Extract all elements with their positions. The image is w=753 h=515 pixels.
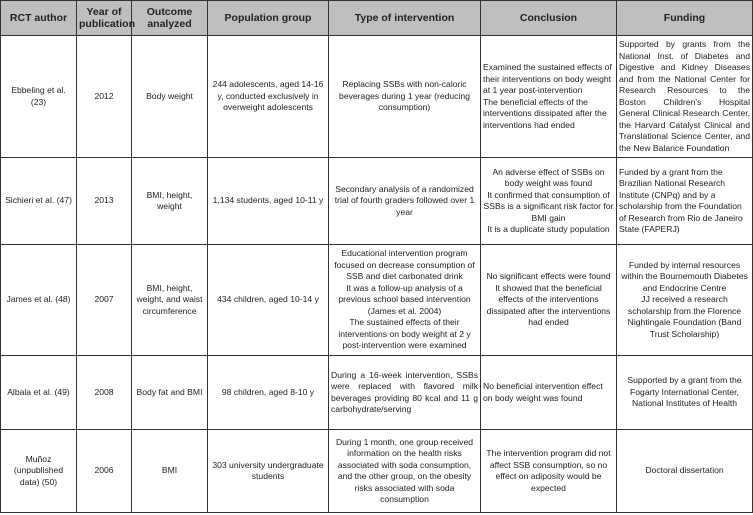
cell-funding: Funded by a grant from the Brazilian National Research Institute (CNPq) and by a scholarship from the Foundation of Research from Rio de Janeiro State (FAPERJ)	[617, 158, 753, 245]
cell-intervention: Secondary analysis of a randomized trial of fourth graders followed over 1 year	[329, 158, 481, 245]
header-rct-author: RCT author	[1, 1, 77, 36]
cell-population: 244 adolescents, aged 14-16 y, conducted exclusively in overweight adolescents	[208, 36, 329, 158]
cell-outcome: BMI	[132, 430, 208, 513]
funding-line: JJ received a research scholarship from the Florence Nightingale Foundation (Band Trust Scholarship)	[627, 294, 742, 339]
intervention-line: The sustained effects of their interventions on body weight at 2 y post-intervention were examined	[338, 317, 471, 351]
cell-intervention: During 1 month, one group received information on the health risks associated with soda consumption, and the other group, on the obesity risks associated with soda consumption	[329, 430, 481, 513]
table-body	[1, 36, 753, 513]
cell-intervention: During a 16-week intervention, SSBs were replaced with flavored milk beverages providing 80 kcal and 11 g carbohydrate/serving	[329, 356, 481, 430]
cell-intervention: Replacing SSBs with non-caloric beverages during 1 year (reducing consumption)	[329, 36, 481, 158]
cell-conclusion	[481, 356, 617, 430]
cell-intervention	[329, 245, 481, 356]
intervention-line: Educational intervention program focused on decrease consumption of SSB and diet carbonated drink	[334, 248, 475, 282]
conclusion-line: Examined the sustained effects of their interventions on body weight at 1 year post-intervention	[483, 62, 612, 95]
cell-author: Ebbeling et al. (23)	[1, 36, 77, 158]
intervention-line: It was a follow-up analysis of a previous school based intervention (James et al. 2004)	[338, 282, 471, 316]
cell-population: 434 children, aged 10-14 y	[208, 245, 329, 356]
table-row	[1, 36, 753, 158]
conclusion-line: The beneficial effects of the interventions dissipated after the interventions had ended	[483, 96, 607, 130]
header-funding: Funding	[617, 1, 753, 36]
header-outcome-analyzed: Outcome analyzed	[132, 1, 208, 36]
conclusion-line: No beneficial intervention effect on body weight was found	[483, 381, 603, 403]
cell-year: 2006	[77, 430, 132, 513]
conclusion-line: An adverse effect of SSBs on body weight was found	[492, 166, 605, 188]
funding-line: Funded by internal resources within the Bournemouth Diabetes and Endocrine Centre	[621, 259, 748, 293]
conclusion-line: The intervention program did not affect SSB consumption, so no effect on adiposity would be expected	[486, 448, 611, 493]
header-row	[1, 1, 753, 36]
cell-conclusion	[481, 36, 617, 158]
cell-funding	[617, 245, 753, 356]
cell-conclusion	[481, 245, 617, 356]
conclusion-line: No significant effects were found	[486, 271, 611, 282]
cell-author: Sichieri et al. (47)	[1, 158, 77, 245]
cell-author: Albala et al. (49)	[1, 356, 77, 430]
cell-author: Muñoz (unpublished data) (50)	[1, 430, 77, 513]
cell-funding: Supported by grants from the National Inst. of Diabetes and Digestive and Kidney Diseases and from the National Center for Research Resources to the Boston Children's Hospital General Clinical Research Center, the Harvard Catalyst Clinical and Translational Science Center, and the New Balance Foundation	[617, 36, 753, 158]
cell-funding: Supported by a grant from the Fogarty International Center, National Institutes of Health	[617, 356, 753, 430]
table-row	[1, 430, 753, 513]
conclusion-line: It is a duplicate study population	[487, 224, 610, 234]
cell-outcome: BMI, height, weight	[132, 158, 208, 245]
conclusion-line: It confirmed that consumption of SSBs is a significant risk factor for BMI gain	[483, 189, 614, 223]
cell-year: 2007	[77, 245, 132, 356]
table-row	[1, 245, 753, 356]
cell-year: 2013	[77, 158, 132, 245]
cell-funding: Doctoral dissertation	[617, 430, 753, 513]
cell-outcome: Body fat and BMI	[132, 356, 208, 430]
cell-conclusion	[481, 158, 617, 245]
cell-conclusion	[481, 430, 617, 513]
cell-author: James et al. (48)	[1, 245, 77, 356]
cell-year: 2012	[77, 36, 132, 158]
table-header	[1, 1, 753, 36]
cell-population: 303 university undergraduate students	[208, 430, 329, 513]
header-type-of-intervention: Type of intervention	[329, 1, 481, 36]
header-year-of-publication: Year of publication	[77, 1, 132, 36]
cell-outcome: BMI, height, weight, and waist circumference	[132, 245, 208, 356]
conclusion-line: It showed that the beneficial effects of the interventions dissipated after the interventions had ended	[486, 282, 611, 328]
cell-year: 2008	[77, 356, 132, 430]
header-population-group: Population group	[208, 1, 329, 36]
table-row	[1, 356, 753, 430]
table-row	[1, 158, 753, 245]
header-conclusion: Conclusion	[481, 1, 617, 36]
cell-outcome: Body weight	[132, 36, 208, 158]
cell-population: 98 children, aged 8-10 y	[208, 356, 329, 430]
cell-population: 1,134 students, aged 10-11 y	[208, 158, 329, 245]
